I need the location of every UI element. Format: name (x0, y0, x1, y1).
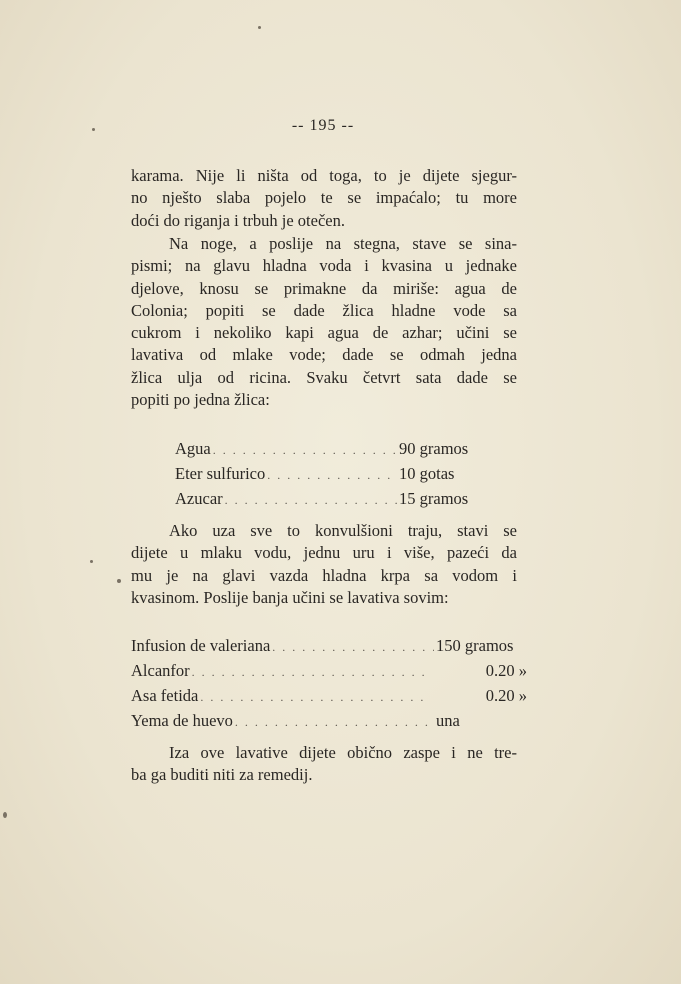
ingredient-name: Eter sulfurico (175, 464, 266, 483)
dot-leader (200, 686, 430, 709)
ingredient-quantity: 150 gramos (436, 636, 514, 655)
text-line: kvasinom. Poslije banja učini se lavativa sovim: (131, 587, 449, 607)
text-line: popiti po jedna žlica: (131, 390, 270, 410)
paper-speck (92, 128, 95, 131)
dot-leader (192, 661, 430, 684)
ingredient-quantity: 0.20 » (485, 686, 527, 705)
paragraph-3 (131, 520, 517, 609)
recipe-list-1 (175, 437, 485, 512)
ingredient-name: Azucar (175, 489, 223, 508)
paper-speck (90, 560, 93, 563)
text-line: lavativa od mlake vode; dade se odmah jedna (131, 345, 517, 365)
ingredient-name: Asa fetida (131, 686, 199, 705)
dot-leader (272, 636, 434, 659)
recipe-row (175, 462, 485, 487)
paragraph-4 (131, 742, 517, 787)
ingredient-name: Alcanfor (131, 661, 190, 680)
text-line: karama. Nije li ništa od toga, to je dijete sjegur- (131, 166, 517, 185)
dot-leader (213, 439, 397, 462)
ingredient-quantity: 90 gramos (399, 439, 469, 458)
recipe-row (175, 487, 485, 512)
ingredient-quantity: una (436, 711, 460, 730)
ingredient-name: Infusion de valeriana (131, 636, 271, 655)
paragraph-2 (131, 233, 517, 411)
text-line: cukrom i nekoliko kapi agua de azhar; učini se (131, 323, 517, 343)
text-line: Iza ove lavative dijete obično zaspe i ne tre- (169, 743, 517, 762)
recipe-row (131, 634, 531, 659)
text-line: no nješto slaba pojelo te se impaćalo; tu more (131, 188, 517, 208)
dot-leader (267, 464, 397, 487)
ingredient-quantity: 0.20 » (485, 661, 527, 680)
text-line: pismi; na glavu hladna voda i kvasina u jednake (131, 256, 517, 276)
paragraph-1 (131, 165, 517, 232)
ingredient-quantity: 15 gramos (399, 489, 469, 508)
paper-speck (3, 812, 7, 818)
recipe-row (131, 659, 531, 684)
ingredient-name: Yema de huevo (131, 711, 233, 730)
text-line: djelove, knosu se primakne da miriše: agua de (131, 278, 517, 298)
dot-leader (235, 711, 434, 734)
ingredient-name: Agua (175, 439, 211, 458)
text-line: Na noge, a poslije na stegna, stave se sina- (169, 234, 517, 253)
paper-speck (117, 579, 121, 583)
text-line: Ako uza sve to konvulšioni traju, stavi se (169, 521, 517, 540)
recipe-row (131, 709, 531, 734)
recipe-row (131, 684, 531, 709)
recipe-row (175, 437, 485, 462)
ingredient-quantity: 10 gotas (399, 464, 455, 483)
text-line: dijete u mlaku vodu, jednu uru i više, pazeći da (131, 543, 517, 563)
paper-speck (258, 26, 261, 29)
text-line: doći do riganja i trbuh je otečen. (131, 210, 345, 230)
text-line: Colonia; popiti se dade žlica hladne vode sa (131, 300, 517, 320)
text-line: mu je na glavi vazda hladna krpa sa vodom i (131, 565, 517, 585)
recipe-list-2 (131, 634, 531, 734)
text-line: žlica ulja od ricina. Svaku četvrt sata dade se (131, 367, 517, 387)
page-number: -- 195 -- (291, 117, 355, 134)
text-line: ba ga buditi niti za remedij. (131, 765, 313, 785)
dot-leader (225, 489, 397, 512)
